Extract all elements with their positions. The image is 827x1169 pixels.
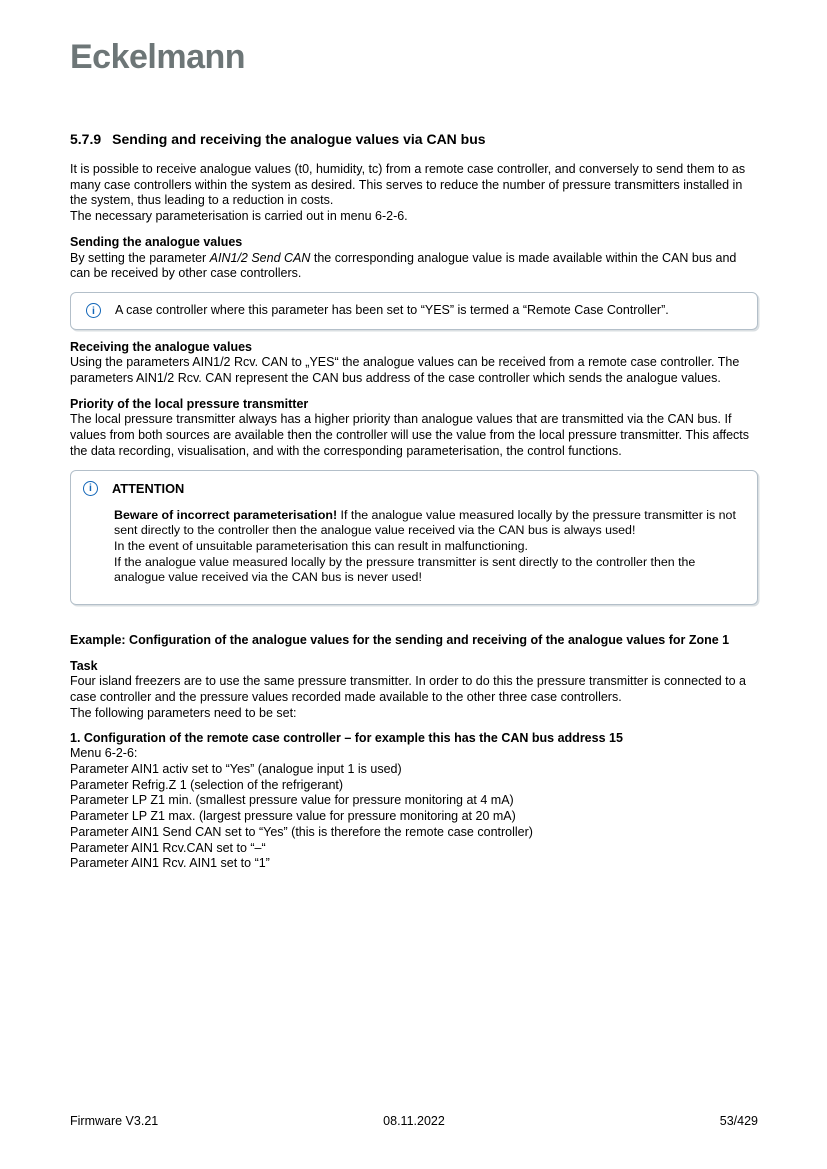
step1-parameter-list xyxy=(70,746,758,872)
info-note-box xyxy=(70,292,758,330)
attention-box xyxy=(70,470,758,606)
sending-paragraph xyxy=(70,251,758,282)
param-line: Parameter LP Z1 max. (largest pressure value for pressure monitoring at 20 mA) xyxy=(70,809,516,824)
attention-title: ATTENTION xyxy=(112,480,185,496)
param-line: Parameter AIN1 Send CAN set to “Yes” (this is therefore the remote case controller) xyxy=(70,824,533,839)
intro-text: It is possible to receive analogue values (t0, humidity, tc) from a remote case controller, and conversely to send them to as many case controllers within the system as desired. This serves to reduce the number of pressure transmitters installed in the system, thus leading to a reduction in costs. xyxy=(70,162,746,208)
section-number: 5.7.9 xyxy=(70,131,102,147)
eckelmann-logo: Eckelmann xyxy=(70,38,246,76)
sending-text-after: the corresponding analogue value is made available within the CAN bus and can be received by other case controllers. xyxy=(70,250,737,281)
footer-firmware-version: Firmware V3.21 xyxy=(70,1114,159,1128)
priority-heading: Priority of the local pressure transmitter xyxy=(70,396,309,411)
attention-lead-rest: If the analogue value measured locally by the pressure transmitter is not sent directly to the controller then the analogue value received via the CAN bus is always used! xyxy=(114,507,736,538)
attention-title-row xyxy=(83,480,739,497)
attention-lead-bold: Beware of incorrect parameterisation! xyxy=(114,507,338,522)
task-paragraph xyxy=(70,674,758,721)
intro-paragraph xyxy=(70,162,758,225)
info-icon: i xyxy=(86,303,101,318)
param-line: Parameter AIN1 activ set to “Yes” (analogue input 1 is used) xyxy=(70,761,402,776)
page-content xyxy=(70,0,758,872)
param-line: Menu 6-2-6: xyxy=(70,746,138,761)
section-title: Sending and receiving the analogue values via CAN bus xyxy=(112,131,486,147)
attention-info-icon: i xyxy=(83,481,98,496)
priority-paragraph: The local pressure transmitter always has a higher priority than analogue values that are transmitted via the CAN bus. If values from both sources are available then the controller will use the value from the local pressure transmitter. This affects the data recording, visualisation, and with the corresponding parameterisation, the control functions. xyxy=(70,412,750,458)
receiving-heading: Receiving the analogue values xyxy=(70,339,253,354)
param-line: Parameter AIN1 Rcv.CAN set to “–“ xyxy=(70,840,266,855)
param-line: Parameter Refrig.Z 1 (selection of the refrigerant) xyxy=(70,777,344,792)
intro-menu-note: The necessary parameterisation is carried out in menu 6-2-6. xyxy=(70,209,408,224)
attention-lead xyxy=(114,508,739,539)
task-heading: Task xyxy=(70,658,98,673)
info-note-text: A case controller where this parameter has been set to “YES” is termed a “Remote Case Controller”. xyxy=(115,302,669,317)
sending-text-before: By setting the parameter xyxy=(70,250,210,265)
footer-date: 08.11.2022 xyxy=(383,1114,445,1128)
param-line: Parameter LP Z1 min. (smallest pressure value for pressure monitoring at 4 mA) xyxy=(70,793,514,808)
attention-body xyxy=(114,508,739,587)
task-text: Four island freezers are to use the same pressure transmitter. In order to do this the pressure transmitter is connected to a case controller and the pressure values recorded made available to the other three case controllers. xyxy=(70,674,747,705)
sending-parameter-name: AIN1/2 Send CAN xyxy=(209,250,311,265)
receiving-paragraph: Using the parameters AIN1/2 Rcv. CAN to „YES“ the analogue values can be received from a remote case controller. The parameters AIN1/2 Rcv. CAN represent the CAN bus address of the case controller which sends the analogue values. xyxy=(70,355,740,386)
example-heading: Example: Configuration of the analogue values for the sending and receiving of the analogue values for Zone 1 xyxy=(70,633,730,648)
footer-page-number: 53/429 xyxy=(719,1114,758,1128)
sending-heading: Sending the analogue values xyxy=(70,234,243,249)
attention-line2: In the event of unsuitable parameterisation this can result in malfunctioning. xyxy=(114,538,528,553)
attention-line3: If the analogue value measured locally by the pressure transmitter is sent directly to the controller then the analogue value received via the CAN bus is never used! xyxy=(114,554,696,585)
param-line: Parameter AIN1 Rcv. AIN1 set to “1” xyxy=(70,856,270,871)
section-heading xyxy=(70,131,758,148)
step1-heading: 1. Configuration of the remote case controller – for example this has the CAN bus address 15 xyxy=(70,730,623,745)
task-text-2: The following parameters need to be set: xyxy=(70,705,297,720)
